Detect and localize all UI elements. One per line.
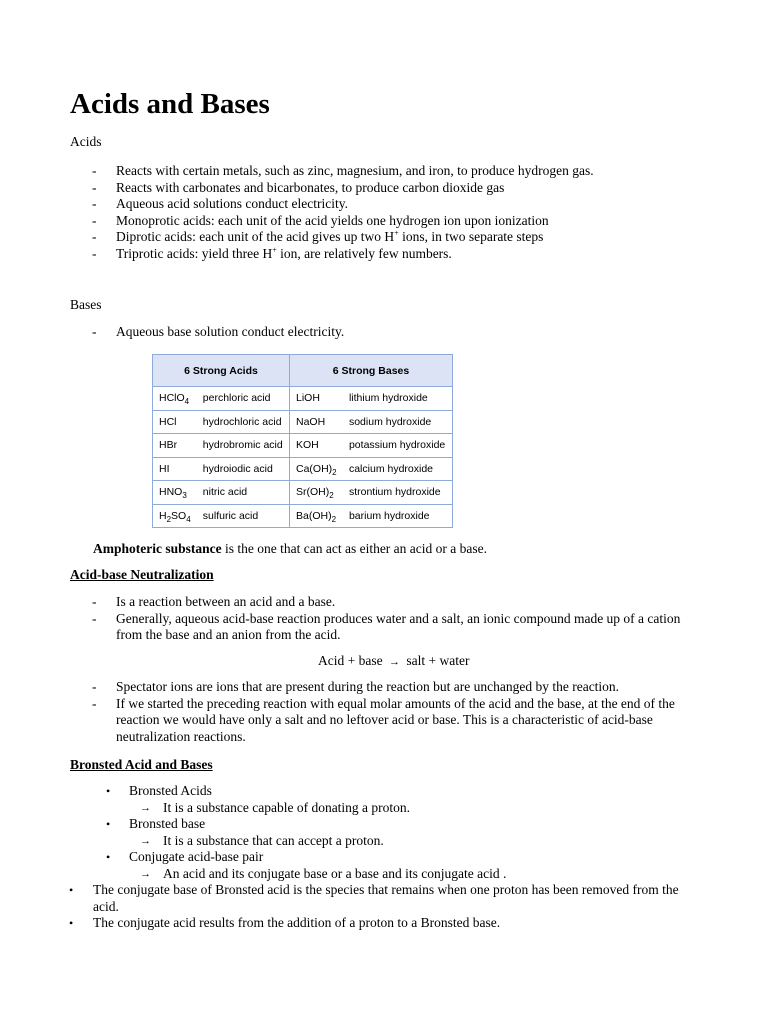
table-row: HI hydroiodic acid $Ca(OH)_2$ calcium hydroxide — [153, 457, 453, 481]
bronsted-heading: Bronsted Acid and Bases — [70, 757, 213, 772]
amphoteric-term: Amphoteric substance — [93, 541, 222, 556]
list-item: • Bronsted base — [106, 816, 206, 831]
list-item: - Spectator ions are ions that are present during the reaction but are unchanged by the reaction. — [92, 679, 620, 694]
list-item: • Conjugate acid-base pair — [106, 849, 264, 864]
acids-list — [70, 163, 710, 262]
arrow-icon: → — [140, 867, 151, 880]
acids-heading: Acids — [70, 134, 102, 149]
list-item: • Bronsted Acids — [106, 783, 212, 798]
list-item: - Aqueous acid solutions conduct electricity. — [92, 196, 348, 211]
strong-acids-bases-table — [152, 354, 453, 528]
table-row: $H_2SO_4$ sulfuric acid $Ba(OH)_2$ barium hydroxide — [153, 504, 453, 528]
neutralization-list — [70, 594, 682, 644]
list-item: - Diprotic acids: each unit of the acid gives up two H+ ions, in two separate steps — [92, 228, 544, 244]
list-item: • The conjugate base of Bronsted acid is the species that remains when one proton has been removed from the acid. — [69, 882, 679, 914]
bullet-icon: • — [106, 817, 111, 831]
list-item: • The conjugate acid results from the addition of a proton to a Bronsted base. — [69, 915, 501, 930]
list-item: - Is a reaction between an acid and a base. — [92, 594, 336, 609]
table-row: HClO$_4$ perchloric acid LiOH lithium hydroxide — [153, 387, 453, 411]
list-item: → It is a substance capable of donating a proton. — [140, 799, 411, 815]
neutralization-heading: Acid-base Neutralization — [70, 567, 214, 582]
bases-heading: Bases — [70, 297, 102, 312]
list-item: - Generally, aqueous acid-base reaction produces water and a salt, an ionic compound made up of a cation from the base and an anion from the acid. — [92, 610, 681, 642]
bullet-icon: • — [69, 916, 74, 930]
list-item: - If we started the preceding reaction with equal molar amounts of the acid and the base, at the end of the reaction we would have only a salt and no leftover acid or base. This is a characteristic of acid-base neutralization reactions. — [92, 695, 675, 744]
bullet-icon: • — [106, 850, 111, 864]
bullet-icon: • — [106, 784, 111, 798]
list-item: → It is a substance that can accept a proton. — [140, 832, 384, 848]
bronsted-list — [0, 783, 768, 932]
arrow-icon: → — [140, 801, 151, 814]
list-item: - Triprotic acids: yield three H+ ion, are relatively few numbers. — [92, 245, 452, 261]
arrow-icon: → — [140, 834, 151, 847]
list-item: - Reacts with carbonates and bicarbonates, to produce carbon dioxide gas — [92, 179, 505, 195]
list-item: - Reacts with certain metals, such as zinc, magnesium, and iron, to produce hydrogen gas. — [92, 163, 594, 178]
page-title: Acids and Bases — [70, 88, 270, 120]
table-row: HCl hydrochloric acid NaOH sodium hydroxide — [153, 410, 453, 434]
list-item: - Monoprotic acids: each unit of the acid yields one hydrogen ion upon ionization — [92, 212, 549, 228]
arrow-icon: → — [388, 656, 400, 668]
neutralization-equation: Acid + base → salt + water — [318, 653, 470, 668]
bases-column-header: 6 Strong Bases — [290, 355, 453, 387]
bullet-icon: • — [69, 883, 74, 897]
neutralization-list-2 — [70, 679, 682, 745]
amphoteric-paragraph: Amphoteric substance is the one that can act as either an acid or a base. — [93, 541, 488, 556]
table-row: $HNO_3$ nitric acid $Sr(OH)_2$ strontium hydroxide — [153, 481, 453, 505]
list-item: - Aqueous base solution conduct electricity. — [92, 324, 345, 339]
list-item: → An acid and its conjugate base or a base and its conjugate acid . — [140, 865, 507, 881]
acids-column-header: 6 Strong Acids — [153, 355, 290, 387]
bases-list — [70, 324, 710, 341]
table-row: HBr hydrobromic acid KOH potassium hydroxide — [153, 434, 453, 458]
